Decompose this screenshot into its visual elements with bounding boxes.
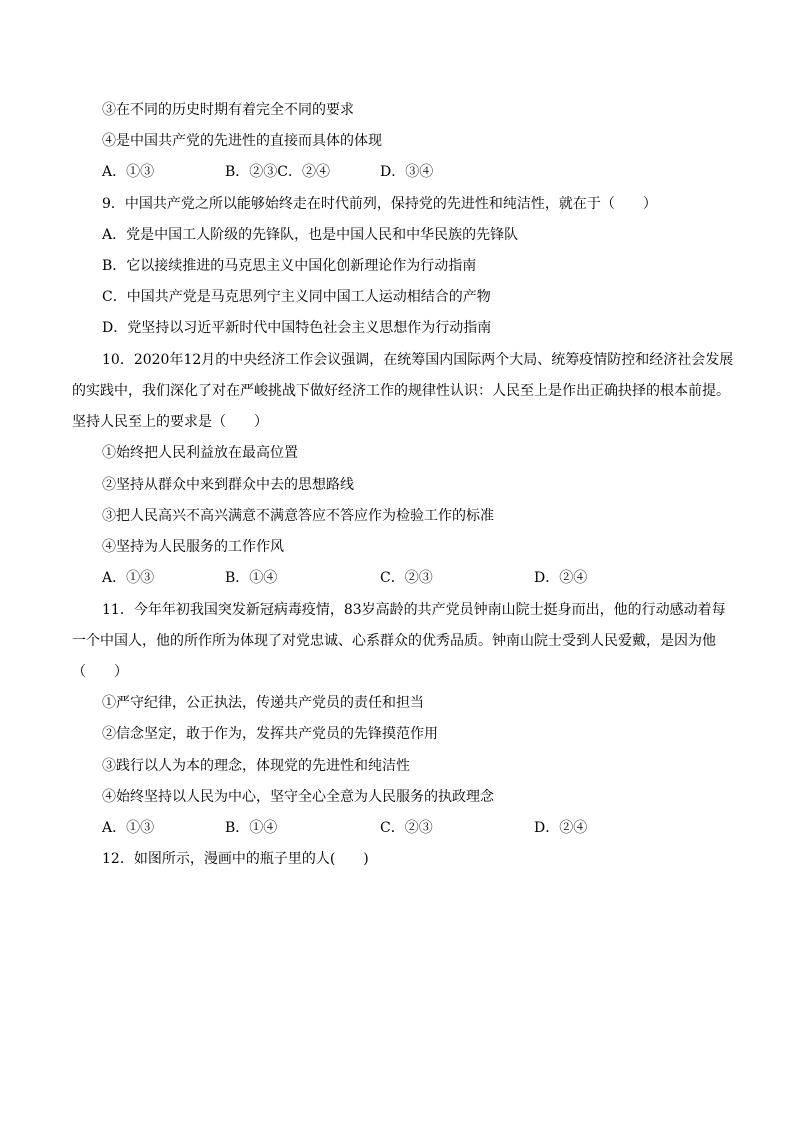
q10-item-3: ③把人民高兴不高兴满意不满意答应不答应作为检验工作的标准: [102, 508, 494, 524]
q9-option-a: A．党是中国工人阶级的先锋队，也是中国人民和中华民族的先锋队: [102, 227, 519, 243]
q9-option-b: B．它以接续推进的马克思主义中国化创新理论作为行动指南: [102, 258, 477, 274]
q8-item-4: ④是中国共产党的先进性的直接而具体的体现: [102, 133, 382, 149]
q11-option-d: D．②④: [534, 820, 588, 836]
q10-stem-line-3: 坚持人民至上的要求是（ ）: [72, 414, 268, 430]
q11-stem-line-2: 一个中国人，他的所作所为体现了对党忠诚、心系群众的优秀品质。钟南山院士受到人民爱戴，是因为他: [72, 633, 716, 649]
q8-option-a: A．①③: [102, 164, 155, 180]
q10-option-d: D．②④: [534, 570, 588, 586]
q8-option-bc: B．②③C．②④: [225, 164, 330, 180]
q10-option-b: B．①④: [225, 570, 278, 586]
q11-item-3: ③践行以人为本的理念，体现党的先进性和纯洁性: [102, 758, 410, 774]
q8-item-3: ③在不同的历史时期有着完全不同的要求: [102, 102, 354, 118]
q10-item-1: ①始终把人民利益放在最高位置: [102, 445, 298, 461]
q11-stem-line-3: （ ）: [72, 664, 128, 680]
q11-option-c: C．②③: [380, 820, 433, 836]
q8-options: [102, 162, 702, 182]
q9-option-c: C．中国共产党是马克思列宁主义同中国工人运动相结合的产物: [102, 289, 491, 305]
q11-item-4: ④始终坚持以人民为中心，坚守全心全意为人民服务的执政理念: [102, 789, 494, 805]
q10-stem-line-2: 的实践中，我们深化了对在严峻挑战下做好经济工作的规律性认识：人民至上是作出正确抉择的根本前提。: [72, 383, 730, 399]
q10-options: [102, 568, 702, 588]
q8-option-d: D．③④: [380, 164, 434, 180]
q10-option-c: C．②③: [380, 570, 433, 586]
q11-options: [102, 818, 702, 838]
q10-item-4: ④坚持为人民服务的工作作风: [102, 539, 284, 555]
q11-item-1: ①严守纪律，公正执法，传递共产党员的责任和担当: [102, 695, 424, 711]
q11-option-b: B．①④: [225, 820, 278, 836]
q11-option-a: A．①③: [102, 820, 155, 836]
q9-stem: 9．中国共产党之所以能够始终走在时代前列，保持党的先进性和纯洁性，就在于（ ）: [102, 196, 657, 212]
q10-option-a: A．①③: [102, 570, 155, 586]
q12-stem: 12．如图所示，漫画中的瓶子里的人( ): [102, 851, 369, 867]
q11-stem-line-1: 11．今年年初我国突发新冠病毒疫情，83岁高龄的共产党员钟南山院士挺身而出，他的行动感动着每: [102, 602, 726, 618]
q10-stem-line-1: 10．2020年12月的中央经济工作会议强调，在统筹国内国际两个大局、统筹疫情防控和经济社会发展: [102, 352, 734, 368]
q11-item-2: ②信念坚定，敢于作为，发挥共产党员的先锋摸范作用: [102, 726, 438, 742]
q9-option-d: D．党坚持以习近平新时代中国特色社会主义思想作为行动指南: [102, 320, 492, 336]
q10-item-2: ②坚持从群众中来到群众中去的思想路线: [102, 477, 354, 493]
